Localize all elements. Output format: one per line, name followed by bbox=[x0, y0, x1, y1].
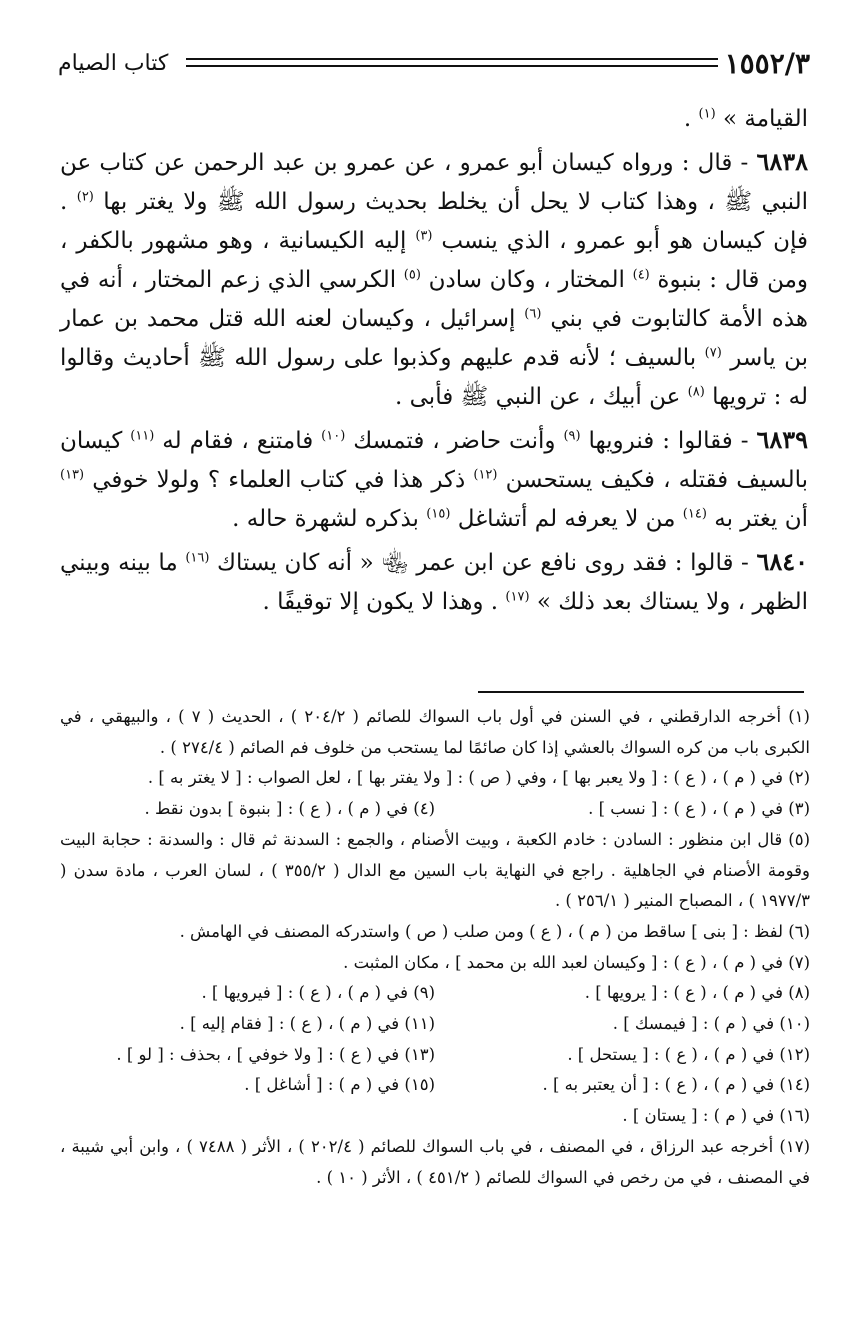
paragraph-number: ٦٨٣٩ bbox=[756, 425, 808, 454]
footnotes bbox=[60, 702, 810, 1193]
footnote-ref[interactable]: (٢) bbox=[76, 189, 94, 205]
footnote-ref[interactable]: (١٣) bbox=[60, 467, 85, 483]
footnote-ref[interactable]: (١٠) bbox=[321, 428, 346, 444]
footnote-14: (١٤) في ( م ) ، ( ع ) : [ أن يعتبر به ] . bbox=[542, 1075, 810, 1095]
footnote-ref[interactable]: (١١) bbox=[130, 428, 155, 444]
header-rule-bottom bbox=[186, 65, 718, 67]
footnote-13: (١٣) في ( ع ) : [ ولا خوفي ] ، بحذف : [ لو ] . bbox=[116, 1044, 435, 1064]
footnote-7: (٧) في ( م ) ، ( ع ) : [ وكيسان لعبد الله بن محمد ] ، مكان المثبت . bbox=[343, 952, 810, 972]
footnote-ref[interactable]: (١٤) bbox=[682, 506, 707, 522]
footnote-ref[interactable]: (١٢) bbox=[473, 467, 498, 483]
paragraph-6839: ٦٨٣٩ - فقالوا : فنرويها $^{(٩)}$ وأنت حاضر ، فتمسك $^{(١٠)}$ فامتنع ، فقام له $^{(١١)}$ كيسان بالسيف فقتله ، فكيف يستحسن $^{(١٢)}$ ذكر هذا في كتاب العلماء ؟ ولولا خوفي $^{(١٣)}$ أن يغتر به $^{(١٤)}$ من لا يعرفه لم أتشاغل $^{(١٥)}$ بذكره لشهرة حاله . bbox=[60, 425, 808, 532]
footnote-ref[interactable]: (٦) bbox=[524, 306, 542, 322]
paragraph-6840: ٦٨٤٠ - قالوا : فقد روى نافع عن ابن عمر ﵄ « أنه كان يستاك $^{(١٦)}$ ما بينه وبيني الظهر ، ولا يستاك بعد ذلك » $^{(١٧)}$ . وهذا لا يكون إلا توقيفًا . bbox=[60, 547, 808, 615]
paragraph-6838: ٦٨٣٨ - قال : ورواه كيسان أبو عمرو ، عن عمرو بن عبد الرحمن عن كتاب عن النبي ﷺ ، وهذا كتاب لا يحل أن يخلط بحديث رسول الله ﷺ ولا يغتر بها $^{(٢)}$ . فإن كيسان هو أبو عمرو ، الذي ينسب $^{(٣)}$ إليه الكيسانية ، وهو مشهور بالكفر ، ومن قال : بنبوة $^{(٤)}$ المختار ، وكان سادن $^{(٥)}$ الكرسي الذي زعم المختار ، أنه في هذه الأمة كالتابوت في بني $^{(٦)}$ إسرائيل ، وكيسان لعنه الله قتل محمد بن عمار بن ياسر $^{(٧)}$ بالسيف ؛ لأنه قدم عليهم وكذبوا على رسول الله ﷺ أحاديث وقالوا له : ترويها $^{(٨)}$ عن أبيك ، عن النبي ﷺ فأبى . bbox=[60, 147, 809, 410]
footnote-8: (٨) في ( م ) ، ( ع ) : [ يرويها ] . bbox=[584, 983, 810, 1003]
page-number: ١٥٥٢/٣ bbox=[724, 47, 810, 80]
footnote-row bbox=[60, 1009, 810, 1040]
footnote-2: (٢) في ( م ) ، ( ع ) : [ ولا يعبر بها ] ، وفي ( ص ) : [ ولا يفتر بها ] ، لعل الصواب : [ لا يغتر به ] . bbox=[147, 768, 810, 788]
footnote-ref[interactable]: (٥) bbox=[403, 267, 421, 283]
footnote-ref[interactable]: (٩) bbox=[563, 428, 581, 444]
paragraph-number: ٦٨٤٠ bbox=[756, 547, 808, 576]
footnote-ref[interactable]: (١٥) bbox=[426, 506, 451, 522]
footnote-17: (١٧) أخرجه عبد الرزاق ، في المصنف ، في باب السواك للصائم ( ٢٠٢/٤ ) ، الأثر ( ٧٤٨٨ ) ، وابن أبي شيبة ، في المصنف ، في من رخص في السواك للصائم ( ٤٥١/٢ ) ، الأثر ( ١٠ ) . bbox=[60, 1136, 810, 1187]
footnote-ref[interactable]: (١) bbox=[698, 106, 716, 122]
header-rule-top bbox=[186, 58, 718, 60]
footnote-1: (١) أخرجه الدارقطني ، في السنن في أول باب السواك للصائم ( ٢٠٤/٢ ) ، الحديث ( ٧ ) ، والبيهقي ، في الكبرى باب من كره السواك بالعشي إذا كان صائمًا لما يستحب من خلوف فم الصائم ( ٢٧٤/٤ ) . bbox=[60, 707, 810, 757]
intro-line: القيامة » $^{(١)}$ . bbox=[683, 106, 808, 132]
footnote-10: (١٠) في ( م ) : [ فيمسك ] . bbox=[612, 1014, 810, 1034]
footnote-row bbox=[60, 1070, 810, 1101]
footnote-12: (١٢) في ( م ) ، ( ع ) : [ يستحل ] . bbox=[567, 1044, 810, 1064]
footnote-9: (٩) في ( م ) ، ( ع ) : [ فيرويها ] . bbox=[201, 983, 435, 1003]
footnote-row bbox=[60, 978, 810, 1009]
header-double-rule bbox=[186, 58, 718, 70]
footnote-ref[interactable]: (٤) bbox=[632, 267, 650, 283]
running-header bbox=[58, 42, 810, 86]
footnote-6: (٦) لفظ : [ بنى ] ساقط من ( م ) ، ( ع ) ومن صلب ( ص ) واستدركه المصنف في الهامش . bbox=[179, 921, 810, 941]
footnote-ref[interactable]: (١٦) bbox=[185, 550, 210, 566]
footnote-5: (٥) قال ابن منظور : السادن : خادم الكعبة ، وبيت الأصنام ، والجمع : السدنة ثم قال : والسدنة : حجابة البيت وقومة الأصنام في الجاهلية . راجع في النهاية باب السين مع الدال ( ٣٥٥/٢ ) ، لسان العرب ، مادة سدن ( ١٩٧٧/٣ ) ، المصباح المنير ( ٢٥٦/١ ) . bbox=[60, 829, 810, 911]
footnote-separator bbox=[478, 691, 804, 693]
footnote-4: (٤) في ( م ) ، ( ع ) : [ بنبوة ] بدون نقط . bbox=[144, 799, 435, 819]
footnote-ref[interactable]: (١٧) bbox=[505, 589, 530, 605]
footnote-16: (١٦) في ( م ) : [ يستان ] . bbox=[622, 1106, 810, 1126]
footnote-15: (١٥) في ( م ) : [ أشاغل ] . bbox=[244, 1075, 435, 1095]
main-text bbox=[60, 100, 808, 625]
footnote-ref[interactable]: (٣) bbox=[415, 228, 433, 244]
footnote-row bbox=[60, 794, 810, 825]
footnote-row bbox=[60, 1040, 810, 1071]
footnote-ref[interactable]: (٨) bbox=[687, 384, 705, 400]
footnote-ref[interactable]: (٧) bbox=[704, 345, 722, 361]
paragraph-number: ٦٨٣٨ bbox=[756, 147, 808, 176]
footnote-3: (٣) في ( م ) ، ( ع ) : [ نسب ] . bbox=[588, 799, 810, 819]
book-title: كتاب الصيام bbox=[58, 51, 169, 76]
footnote-11: (١١) في ( م ) ، ( ع ) : [ فقام إليه ] . bbox=[179, 1014, 435, 1034]
